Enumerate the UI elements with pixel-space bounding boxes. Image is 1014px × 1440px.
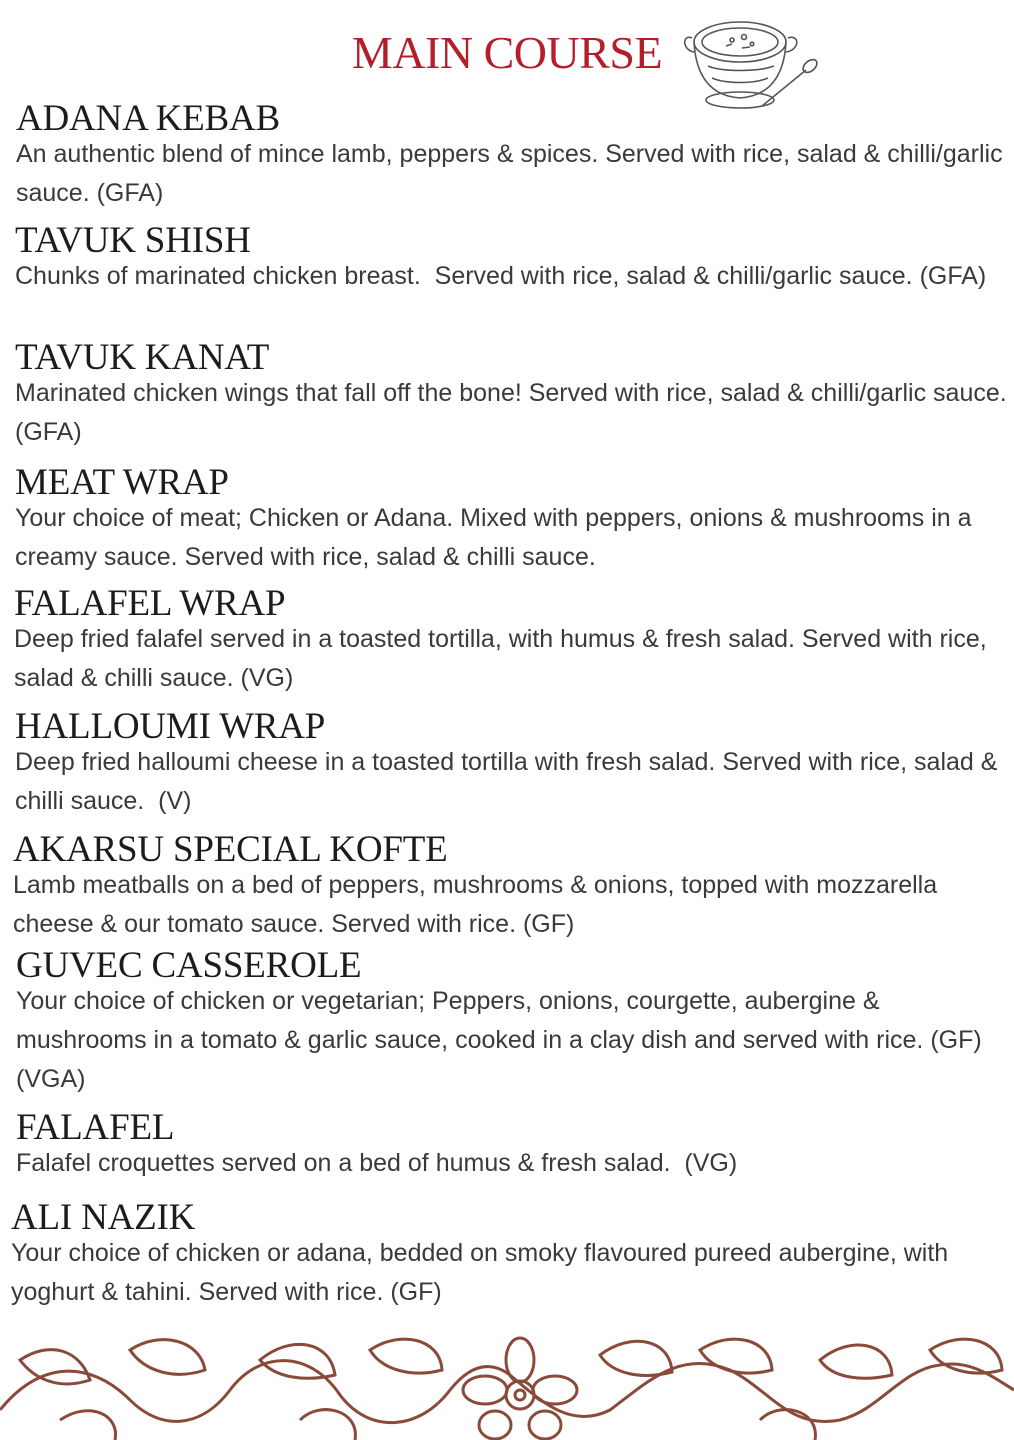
menu-item: [15, 464, 1014, 577]
item-name: TAVUK KANAT: [15, 337, 270, 378]
menu-item: [14, 585, 1014, 698]
item-name: TAVUK SHISH: [15, 220, 251, 261]
menu-item: [15, 222, 1014, 296]
menu-item: [15, 708, 1014, 821]
page-title: MAIN COURSE: [351, 27, 663, 78]
menu-item: [16, 1109, 1014, 1183]
item-name: AKARSU SPECIAL KOFTE: [13, 829, 448, 870]
item-description: Falafel croquettes served on a bed of humus & fresh salad. (VG): [16, 1149, 738, 1177]
item-description: Marinated chicken wings that fall off the bone! Served with rice, salad & chilli/garlic sauce. (GFA): [15, 379, 1014, 446]
item-description: Lamb meatballs on a bed of peppers, mushrooms & onions, topped with mozzarella cheese & our tomato sauce. Served with rice. (GF): [13, 871, 945, 938]
item-name: ALI NAZIK: [11, 1197, 196, 1238]
item-name: GUVEC CASSEROLE: [16, 945, 362, 986]
menu-item: [16, 100, 1014, 213]
floral-border-icon: [0, 1320, 1014, 1440]
menu-item: [16, 947, 1014, 1099]
item-name: FALAFEL: [16, 1107, 175, 1148]
item-name: MEAT WRAP: [15, 462, 229, 503]
menu-item: [13, 831, 1013, 944]
item-description: Your choice of meat; Chicken or Adana. Mixed with peppers, onions & mushrooms in a creamy sauce. Served with rice, salad & chilli sauce.: [15, 504, 979, 571]
item-description: An authentic blend of mince lamb, peppers & spices. Served with rice, salad & chilli/garlic sauce. (GFA): [16, 140, 1010, 207]
item-name: ADANA KEBAB: [16, 98, 281, 139]
item-description: Your choice of chicken or adana, bedded on smoky flavoured pureed aubergine, with yoghurt & tahini. Served with rice. (GF): [11, 1239, 956, 1306]
item-description: Your choice of chicken or vegetarian; Peppers, onions, courgette, aubergine & mushrooms in a tomato & garlic sauce, cooked in a clay dish and served with rice. (GF) (VGA): [16, 987, 989, 1093]
menu-item: [11, 1199, 1011, 1312]
item-name: FALAFEL WRAP: [14, 583, 286, 624]
item-description: Deep fried falafel served in a toasted tortilla, with humus & fresh salad. Served with rice, salad & chilli sauce. (VG): [14, 625, 994, 692]
item-description: Deep fried halloumi cheese in a toasted tortilla with fresh salad. Served with rice, salad & chilli sauce. (V): [15, 748, 1005, 815]
menu-item: [15, 339, 1014, 452]
item-description: Chunks of marinated chicken breast. Served with rice, salad & chilli/garlic sauce. (GFA): [15, 262, 987, 290]
item-name: HALLOUMI WRAP: [15, 706, 326, 747]
